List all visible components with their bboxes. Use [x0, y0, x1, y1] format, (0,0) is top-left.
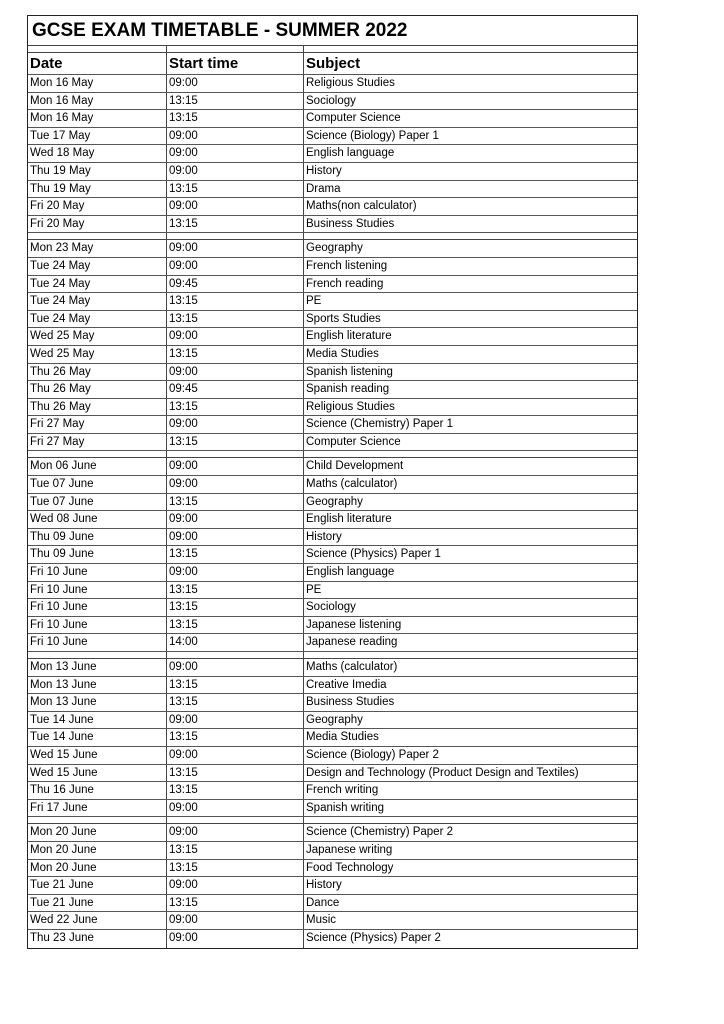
table-row [28, 800, 637, 818]
cell-start-time: 13:15 [167, 434, 304, 451]
cell-start-time: 13:15 [167, 311, 304, 328]
cell-date: Mon 20 June [28, 842, 167, 859]
cell-start-time: 13:15 [167, 765, 304, 782]
table-row [28, 747, 637, 765]
week-separator [28, 652, 637, 659]
cell-date: Mon 16 May [28, 110, 167, 127]
table-row [28, 729, 637, 747]
table-row [28, 765, 637, 783]
cell-date: Mon 23 May [28, 240, 167, 257]
cell-date: Tue 24 May [28, 293, 167, 310]
cell-subject: Computer Science [306, 112, 401, 125]
cell-subject: Dance [306, 896, 340, 909]
cell-date: Fri 10 June [28, 564, 167, 581]
table-row [28, 128, 637, 146]
table-row [28, 895, 637, 913]
cell-start-time: 14:00 [167, 634, 304, 651]
cell-start-time: 13:15 [167, 599, 304, 616]
table-row [28, 546, 637, 564]
cell-date: Wed 25 May [28, 346, 167, 363]
cell-start-time: 09:00 [167, 476, 304, 493]
cell-subject: Japanese listening [306, 618, 402, 631]
cell-date: Mon 20 June [28, 824, 167, 841]
page-title: GCSE EXAM TIMETABLE - SUMMER 2022 [28, 16, 637, 46]
cell-subject: Media Studies [306, 347, 379, 360]
week-separator [28, 451, 637, 458]
table-row [28, 198, 637, 216]
cell-date: Thu 16 June [28, 782, 167, 799]
cell-subject: Japanese writing [306, 843, 393, 856]
cell-start-time: 09:00 [167, 128, 304, 145]
cell-date: Wed 22 June [28, 912, 167, 929]
cell-date: Mon 16 May [28, 93, 167, 110]
table-row [28, 93, 637, 111]
table-row [28, 399, 637, 417]
cell-start-time: 13:15 [167, 494, 304, 511]
table-row [28, 599, 637, 617]
cell-start-time: 13:15 [167, 860, 304, 877]
cell-subject: Sociology [306, 601, 356, 614]
table-row [28, 860, 637, 878]
cell-date: Tue 24 May [28, 276, 167, 293]
cell-subject: Geography [306, 242, 363, 255]
timetable-body [28, 75, 637, 948]
cell-subject: Religious Studies [306, 77, 395, 89]
table-row [28, 842, 637, 860]
cell-start-time: 09:00 [167, 930, 304, 948]
cell-subject: English literature [306, 513, 392, 526]
table-row [28, 293, 637, 311]
cell-subject: History [306, 164, 342, 177]
cell-subject: Child Development [306, 460, 404, 473]
cell-subject: Science (Physics) Paper 2 [306, 931, 441, 944]
cell-subject: Media Studies [306, 731, 379, 744]
cell-subject: Maths (calculator) [306, 661, 398, 673]
table-row [28, 434, 637, 452]
cell-subject: Spanish reading [306, 383, 390, 396]
cell-start-time: 09:45 [167, 276, 304, 293]
cell-subject: Computer Science [306, 435, 401, 448]
cell-start-time: 09:00 [167, 75, 304, 92]
table-row [28, 659, 637, 677]
cell-start-time: 09:00 [167, 258, 304, 275]
table-row [28, 381, 637, 399]
cell-subject: Science (Biology) Paper 2 [306, 748, 439, 761]
cell-date: Mon 13 June [28, 659, 167, 676]
cell-subject: PE [306, 295, 322, 308]
cell-subject: Religious Studies [306, 400, 395, 413]
week-separator [28, 233, 637, 240]
cell-start-time: 09:00 [167, 163, 304, 180]
cell-subject: Geography [306, 495, 363, 508]
cell-date: Thu 26 May [28, 381, 167, 398]
cell-subject: English language [306, 566, 395, 579]
cell-date: Wed 25 May [28, 328, 167, 345]
cell-subject: Design and Technology (Product Design and Textiles) [306, 766, 579, 779]
table-row [28, 346, 637, 364]
timetable-sheet [27, 15, 638, 949]
cell-start-time: 13:15 [167, 546, 304, 563]
cell-subject: PE [306, 583, 322, 596]
table-row [28, 216, 637, 234]
table-row [28, 181, 637, 199]
cell-date: Wed 08 June [28, 511, 167, 528]
cell-start-time: 09:00 [167, 511, 304, 528]
cell-start-time: 13:15 [167, 895, 304, 912]
cell-subject: Spanish listening [306, 365, 393, 378]
table-row [28, 782, 637, 800]
cell-subject: Japanese reading [306, 636, 398, 649]
cell-start-time: 09:00 [167, 912, 304, 929]
table-row [28, 75, 637, 93]
cell-date: Thu 26 May [28, 399, 167, 416]
cell-subject: Science (Physics) Paper 1 [306, 548, 441, 561]
cell-date: Fri 17 June [28, 800, 167, 817]
cell-date: Tue 21 June [28, 895, 167, 912]
cell-start-time: 13:15 [167, 399, 304, 416]
table-row [28, 476, 637, 494]
table-row [28, 912, 637, 930]
table-row [28, 110, 637, 128]
cell-date: Fri 27 May [28, 434, 167, 451]
table-row [28, 163, 637, 181]
cell-start-time: 09:00 [167, 712, 304, 729]
cell-date: Tue 24 May [28, 258, 167, 275]
table-row [28, 564, 637, 582]
cell-date: Mon 13 June [28, 677, 167, 694]
cell-start-time: 09:00 [167, 328, 304, 345]
cell-subject: History [306, 879, 342, 892]
table-row [28, 258, 637, 276]
cell-subject: French writing [306, 784, 379, 797]
cell-date: Mon 20 June [28, 860, 167, 877]
table-row [28, 634, 637, 652]
cell-date: Wed 18 May [28, 145, 167, 162]
cell-subject: Science (Chemistry) Paper 1 [306, 418, 453, 431]
cell-date: Fri 10 June [28, 599, 167, 616]
cell-subject: Business Studies [306, 217, 395, 230]
cell-date: Thu 19 May [28, 181, 167, 198]
cell-date: Wed 15 June [28, 765, 167, 782]
header-row [28, 53, 637, 75]
cell-date: Wed 15 June [28, 747, 167, 764]
cell-start-time: 09:00 [167, 529, 304, 546]
cell-start-time: 09:00 [167, 416, 304, 433]
cell-start-time: 09:00 [167, 564, 304, 581]
cell-date: Mon 16 May [28, 75, 167, 92]
cell-start-time: 13:15 [167, 346, 304, 363]
cell-date: Thu 09 June [28, 529, 167, 546]
cell-subject: Spanish writing [306, 801, 384, 814]
cell-date: Fri 20 May [28, 198, 167, 215]
cell-subject: Maths (calculator) [306, 478, 398, 491]
cell-subject: Food Technology [306, 861, 394, 874]
cell-start-time: 09:00 [167, 145, 304, 162]
week-separator [28, 817, 637, 824]
cell-date: Tue 14 June [28, 712, 167, 729]
table-row [28, 311, 637, 329]
table-row [28, 364, 637, 382]
cell-subject: French listening [306, 259, 388, 272]
cell-start-time: 13:15 [167, 93, 304, 110]
header-date: Date [28, 53, 167, 74]
cell-date: Fri 27 May [28, 416, 167, 433]
table-row [28, 617, 637, 635]
cell-subject: English literature [306, 330, 392, 343]
cell-start-time: 09:00 [167, 240, 304, 257]
cell-start-time: 13:15 [167, 617, 304, 634]
cell-date: Mon 06 June [28, 458, 167, 475]
cell-date: Thu 26 May [28, 364, 167, 381]
cell-date: Thu 23 June [28, 930, 167, 948]
cell-subject: Science (Chemistry) Paper 2 [306, 826, 453, 839]
table-row [28, 930, 637, 948]
table-row [28, 145, 637, 163]
cell-start-time: 13:15 [167, 842, 304, 859]
cell-start-time: 09:00 [167, 364, 304, 381]
cell-date: Fri 10 June [28, 634, 167, 651]
cell-start-time: 13:15 [167, 782, 304, 799]
cell-start-time: 09:00 [167, 198, 304, 215]
cell-subject: Geography [306, 713, 363, 726]
table-row [28, 494, 637, 512]
cell-subject: Maths(non calculator) [306, 200, 417, 213]
table-row [28, 328, 637, 346]
cell-start-time: 09:00 [167, 824, 304, 841]
table-row [28, 458, 637, 476]
cell-date: Fri 10 June [28, 617, 167, 634]
cell-subject: Sports Studies [306, 312, 381, 325]
cell-subject: French reading [306, 277, 384, 290]
cell-subject: Music [306, 914, 337, 927]
cell-date: Fri 20 May [28, 216, 167, 233]
cell-date: Tue 14 June [28, 729, 167, 746]
header-subject: Subject [306, 55, 361, 72]
cell-start-time: 13:15 [167, 582, 304, 599]
cell-subject: History [306, 530, 342, 543]
cell-start-time: 09:00 [167, 877, 304, 894]
cell-date: Mon 13 June [28, 694, 167, 711]
cell-start-time: 13:15 [167, 694, 304, 711]
cell-date: Tue 07 June [28, 494, 167, 511]
table-row [28, 240, 637, 258]
table-row [28, 416, 637, 434]
cell-date: Thu 09 June [28, 546, 167, 563]
cell-subject: Science (Biology) Paper 1 [306, 129, 439, 142]
table-row [28, 582, 637, 600]
cell-start-time: 09:00 [167, 458, 304, 475]
cell-subject: Business Studies [306, 696, 395, 709]
spacer-row [28, 46, 637, 53]
table-row [28, 677, 637, 695]
table-row [28, 824, 637, 842]
table-row [28, 529, 637, 547]
table-row [28, 694, 637, 712]
cell-start-time: 13:15 [167, 293, 304, 310]
cell-subject: Creative Imedia [306, 678, 387, 691]
table-row [28, 511, 637, 529]
cell-start-time: 13:15 [167, 677, 304, 694]
cell-start-time: 13:15 [167, 110, 304, 127]
table-row [28, 276, 637, 294]
cell-subject: Drama [306, 182, 341, 195]
cell-start-time: 13:15 [167, 729, 304, 746]
cell-start-time: 09:00 [167, 747, 304, 764]
cell-subject: Sociology [306, 94, 356, 107]
table-row [28, 712, 637, 730]
cell-start-time: 13:15 [167, 216, 304, 233]
cell-date: Tue 17 May [28, 128, 167, 145]
cell-date: Thu 19 May [28, 163, 167, 180]
cell-start-time: 09:00 [167, 659, 304, 676]
cell-date: Fri 10 June [28, 582, 167, 599]
cell-subject: English language [306, 147, 395, 160]
header-start-time: Start time [167, 53, 304, 74]
cell-start-time: 13:15 [167, 181, 304, 198]
cell-date: Tue 21 June [28, 877, 167, 894]
cell-date: Tue 24 May [28, 311, 167, 328]
cell-date: Tue 07 June [28, 476, 167, 493]
cell-start-time: 09:45 [167, 381, 304, 398]
table-row [28, 877, 637, 895]
cell-start-time: 09:00 [167, 800, 304, 817]
